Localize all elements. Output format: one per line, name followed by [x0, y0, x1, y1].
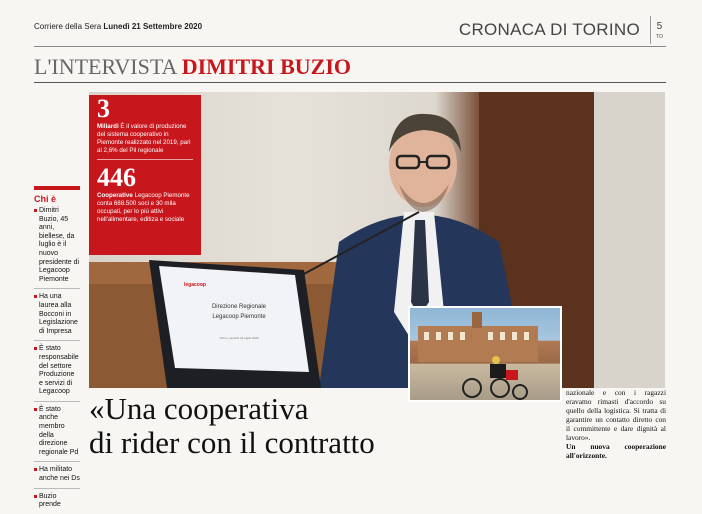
- issue-date: Lunedì 21 Settembre 2020: [103, 22, 203, 31]
- slide-brand: legacoop: [184, 282, 206, 288]
- bio-item: È stato anche membro della direzione regionale Pd: [34, 406, 80, 458]
- rider-illustration: [410, 308, 560, 400]
- stat-text: Legacoop Piemonte conta 688.500 soci e 30 mila occupati, per lo più attivi nell'alimentare, editiza e sociale: [97, 192, 190, 223]
- bio-item: È stato responsabile del settore Produzione e servizi di Legacoop: [34, 345, 80, 397]
- stats-box: [89, 95, 201, 255]
- bio-item: Dimitri Buzio, 45 anni, biellese, da luglio è il nuovo presidente di Legacoop Piemonte: [34, 207, 80, 284]
- bio-item: Ha militato anche nei Ds: [34, 466, 80, 483]
- page-number-edition: TO: [656, 34, 663, 40]
- inset-photo: [408, 306, 562, 402]
- bio-divider: [34, 340, 80, 341]
- stat-lead: Miliardi: [97, 123, 119, 130]
- stats-divider: [97, 159, 193, 160]
- body-subhead: Un nuova cooperazione all'orizzonte.: [566, 442, 666, 460]
- sidebar-accent-bar: [34, 186, 80, 190]
- bio-divider: [34, 401, 80, 402]
- slide-title: Direzione Regionale: [211, 304, 267, 310]
- page-number-divider: [650, 16, 651, 44]
- headline: [89, 392, 375, 460]
- slide-footer: Torino, venerdì 22 luglio 2020: [219, 336, 259, 340]
- kicker-rule: [34, 82, 666, 83]
- stat-value: 446: [97, 163, 136, 192]
- stat-text: È il valore di produzione del sistema cooperativo in Piemonte realizzato nel 2019, pari al 2,6% del Pil regionale: [97, 123, 191, 154]
- section-title: CRONACA DI TORINO: [458, 20, 640, 39]
- masthead-dateline: [34, 22, 202, 31]
- page-number: [656, 22, 663, 42]
- article-body-column: [566, 388, 666, 460]
- masthead-rule: [34, 46, 666, 47]
- laptop-slide: [184, 282, 294, 340]
- bio-item: Ha una laurea alla Bocconi in Legislazione di Impresa: [34, 293, 80, 336]
- bio-divider: [34, 288, 80, 289]
- stat-description: [89, 123, 201, 155]
- publication-name: Corriere della Sera: [34, 22, 102, 31]
- bio-item: Buzio prende: [34, 493, 80, 510]
- page-number-value: 5: [656, 21, 663, 32]
- headline-line-2: di rider con il contratto: [89, 425, 375, 460]
- slide-subtitle: Legacoop Piemonte: [212, 314, 266, 320]
- kicker-name: DIMITRI BUZIO: [181, 54, 352, 79]
- bio-sidebar: [34, 186, 80, 514]
- bio-divider: [34, 488, 80, 489]
- headline-line-1: «Una cooperativa: [89, 391, 309, 426]
- stat-value: 3: [97, 94, 110, 123]
- stat-lead: Cooperative: [97, 192, 133, 199]
- article-kicker: [34, 54, 351, 80]
- body-paragraph: nazionale e con i ragazzi eravamo rimasti d'accordo su quello della logistica. Si tratta di garantire un contatto diretto con il committente e dare dignità al lavoro».: [566, 388, 666, 442]
- kicker-label: L'INTERVISTA: [34, 54, 177, 79]
- stat-description: [89, 192, 201, 224]
- sidebar-title: Chi è: [34, 194, 57, 204]
